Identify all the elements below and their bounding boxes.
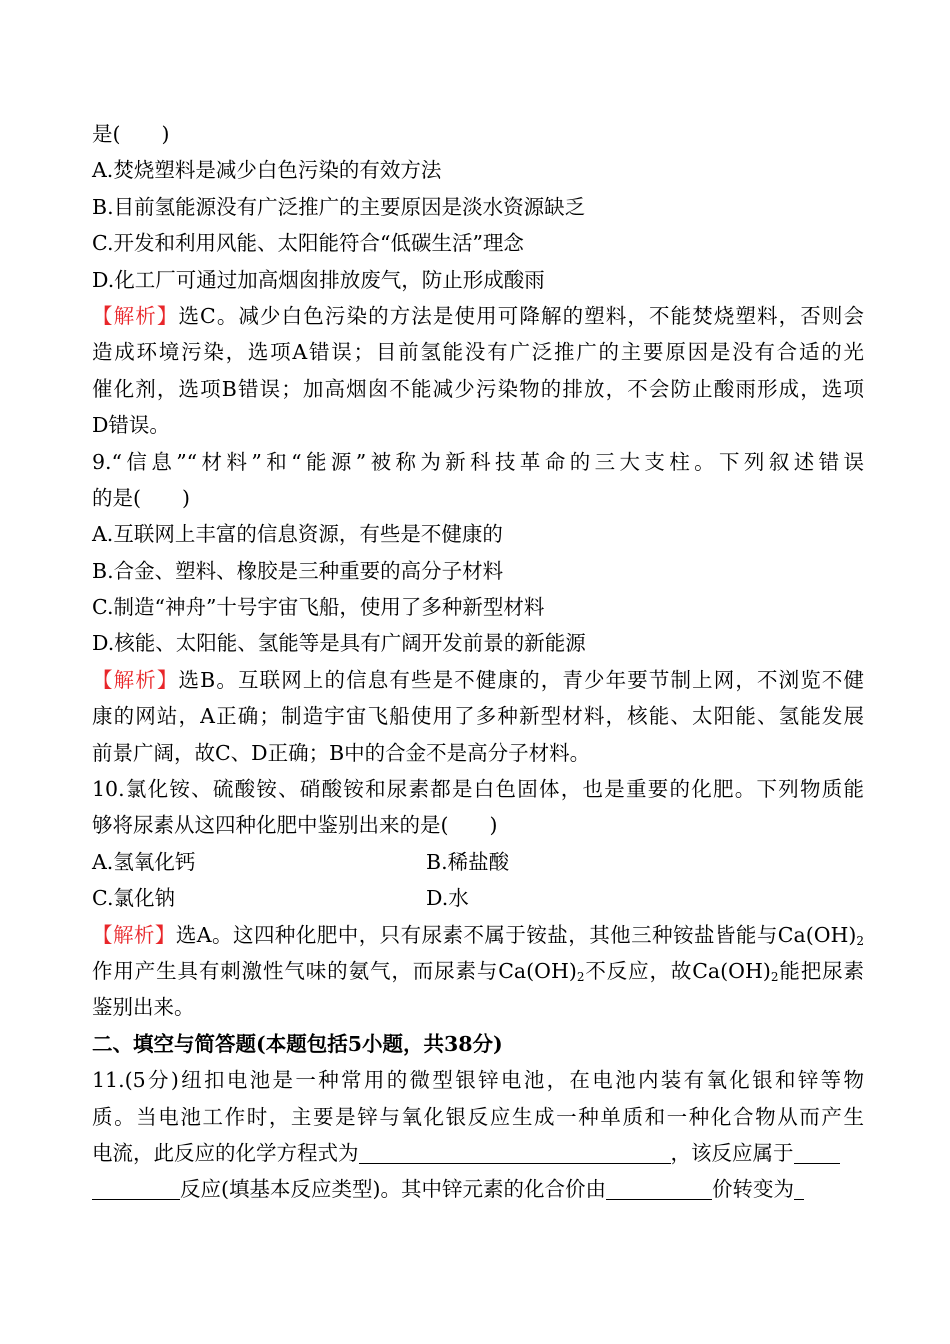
q8-analysis-text-1: 选C。减少白色污染的方法是使用可降解的塑料，不能焚烧塑料，否则会 xyxy=(178,303,864,328)
q10-analysis-text-2a: 作用产生具有刺激性气味的氨气，而尿素与Ca(OH) xyxy=(92,958,577,983)
q8-analysis-line-4: D错误。 xyxy=(92,413,170,438)
q10-stem-line-2: 够将尿素从这四种化肥中鉴别出来的是( ) xyxy=(92,813,498,838)
q10-option-c: C.氯化钠 xyxy=(92,886,175,911)
q9-option-b: B.合金、塑料、橡胶是三种重要的高分子材料 xyxy=(92,558,504,583)
q11-line-4 xyxy=(92,1171,864,1207)
q11-text-4b: 价转变为 xyxy=(712,1177,794,1202)
answer-blank-valence-from[interactable] xyxy=(606,1175,712,1200)
q9-option-d: D.核能、太阳能、氢能等是具有广阔开发前景的新能源 xyxy=(92,631,586,656)
q11-text-3a: 电流，此反应的化学方程式为 xyxy=(92,1140,359,1165)
q11-line-3 xyxy=(92,1135,864,1171)
q11-line-1: 11.(5分)纽扣电池是一种常用的微型银锌电池，在电池内装有氧化银和锌等物 xyxy=(92,1068,864,1093)
q10-analysis-line-1 xyxy=(92,917,864,953)
q9-stem-line-1: 9.“信息”“材料”和“能源”被称为新科技革命的三大支柱。下列叙述错误 xyxy=(92,449,864,474)
q9-stem-line-2: 的是( ) xyxy=(92,485,190,510)
q8-option-a: A.焚烧塑料是减少白色污染的有效方法 xyxy=(92,158,442,183)
q8-option-b: B.目前氢能源没有广泛推广的主要原因是淡水资源缺乏 xyxy=(92,194,586,219)
q11-line-2: 质。当电池工作时，主要是锌与氧化银反应生成一种单质和一种化合物从而产生 xyxy=(92,1104,864,1129)
q8-stem-tail: 是( ) xyxy=(92,122,170,146)
q9-analysis-line-3: 前景广阔，故C、D正确；B中的合金不是高分子材料。 xyxy=(92,740,591,765)
subscript: 2 xyxy=(576,969,585,984)
subscript: 2 xyxy=(770,969,779,984)
document-page xyxy=(92,116,864,1208)
subscript: 2 xyxy=(856,933,865,948)
analysis-tag: 【解析】 xyxy=(92,303,179,328)
q9-analysis-line-2: 康的网站，A正确；制造宇宙飞船使用了多种新型材料，核能、太阳能、氢能发展 xyxy=(92,704,864,729)
q10-option-a: A.氢氧化钙 xyxy=(92,849,196,874)
q8-analysis-line-2: 造成环境污染，选项A错误；目前氢能没有广泛推广的主要原因是没有合适的光 xyxy=(92,340,864,365)
q8-option-c: C.开发和利用风能、太阳能符合“低碳生活”理念 xyxy=(92,231,524,256)
q11-text-4a: 反应(填基本反应类型)。其中锌元素的化合价由 xyxy=(180,1177,606,1202)
q10-analysis-text-2c: 能把尿素 xyxy=(778,958,865,983)
answer-blank-type-part1[interactable] xyxy=(794,1139,840,1164)
q9-analysis-text-1: 选B。互联网上的信息有些是不健康的，青少年要节制上网，不浏览不健 xyxy=(178,667,864,692)
q10-analysis-line-2 xyxy=(92,953,864,989)
analysis-tag: 【解析】 xyxy=(92,667,179,692)
q10-analysis-text-1: 选A。这四种化肥中，只有尿素不属于铵盐，其他三种铵盐皆能与Ca(OH) xyxy=(175,922,857,947)
q9-analysis-line-1 xyxy=(92,662,864,698)
q10-option-b: B.稀盐酸 xyxy=(426,849,510,874)
q10-stem-line-1: 10.氯化铵、硫酸铵、硝酸铵和尿素都是白色固体，也是重要的化肥。下列物质能 xyxy=(92,777,864,802)
q8-analysis-line-1 xyxy=(92,298,864,334)
q9-option-a: A.互联网上丰富的信息资源，有些是不健康的 xyxy=(92,522,503,547)
q10-option-d: D.水 xyxy=(426,886,469,911)
q11-text-3b: ，该反应属于 xyxy=(670,1140,794,1165)
q10-options-row-2 xyxy=(92,880,864,916)
q10-options-row-1 xyxy=(92,844,864,880)
q10-analysis-line-3: 鉴别出来。 xyxy=(92,995,195,1020)
answer-blank-equation[interactable] xyxy=(359,1139,671,1164)
section-heading: 二、填空与简答题(本题包括5小题，共38分) xyxy=(92,1031,503,1056)
q8-option-d: D.化工厂可通过加高烟囱排放废气，防止形成酸雨 xyxy=(92,267,545,292)
answer-blank-valence-to[interactable] xyxy=(794,1175,804,1200)
answer-blank-type-part2[interactable] xyxy=(92,1175,180,1200)
q9-option-c: C.制造“神舟”十号宇宙飞船，使用了多种新型材料 xyxy=(92,595,545,620)
q10-analysis-text-2b: 不反应，故Ca(OH) xyxy=(584,958,771,983)
analysis-tag: 【解析】 xyxy=(92,922,176,947)
q8-analysis-line-3: 催化剂，选项B错误；加高烟囱不能减少污染物的排放，不会防止酸雨形成，选项 xyxy=(92,376,864,401)
